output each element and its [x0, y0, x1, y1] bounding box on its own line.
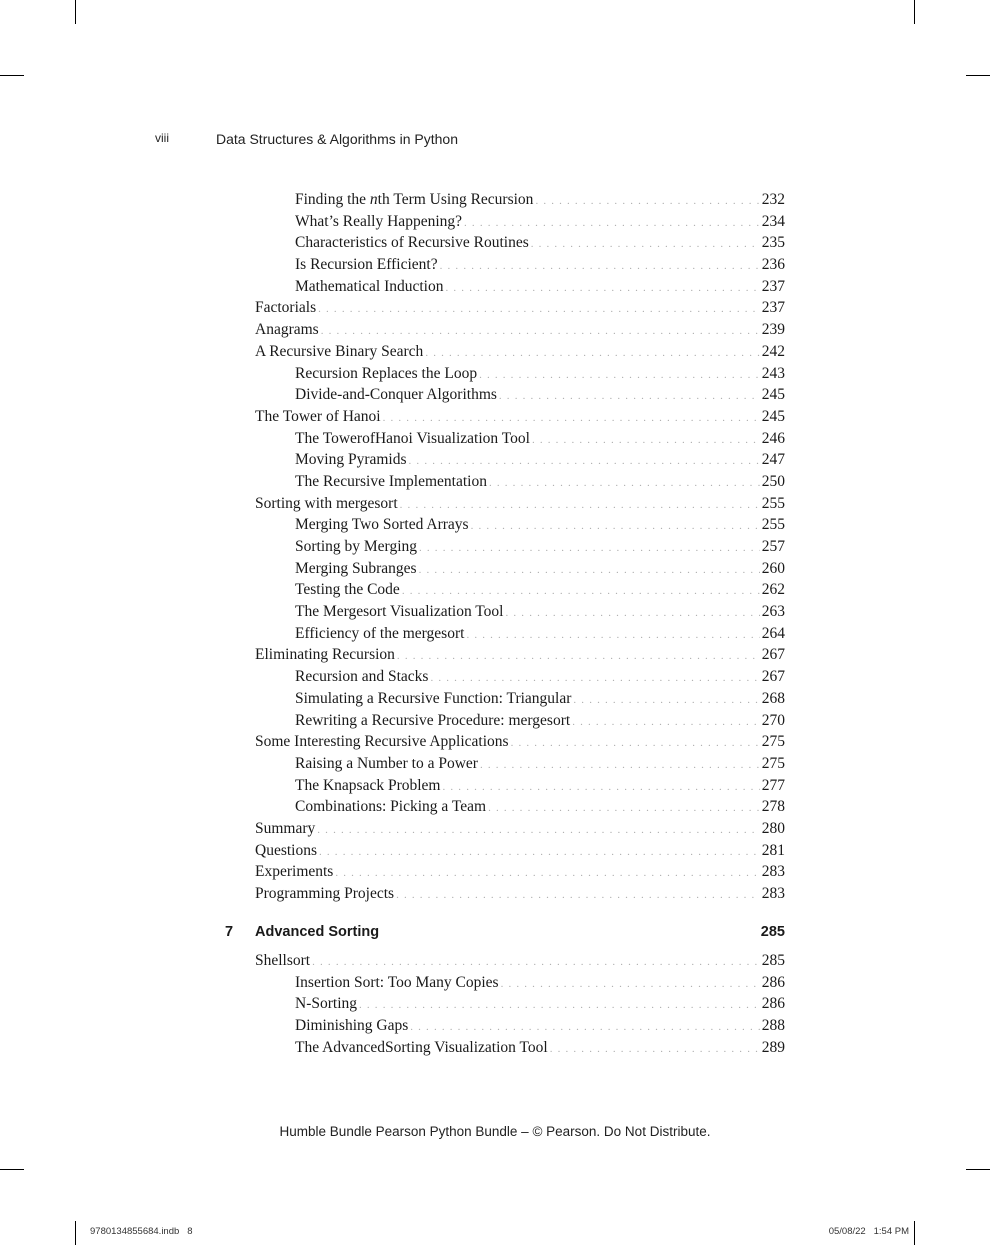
toc-entry-page: 234	[761, 212, 785, 230]
dot-leader	[419, 560, 760, 582]
toc-entry	[255, 710, 785, 732]
toc-entry-title: Merging Two Sorted Arrays	[295, 516, 469, 534]
toc-entry-title: A Recursive Binary Search	[255, 342, 424, 360]
toc-entry	[255, 753, 785, 775]
toc-entry	[255, 861, 785, 883]
toc-entry	[255, 449, 785, 471]
dot-leader	[488, 798, 760, 820]
toc-entry-title: N-Sorting	[295, 995, 357, 1013]
dot-leader	[443, 777, 760, 799]
page-folio: viii	[155, 131, 169, 145]
running-head	[155, 131, 795, 151]
dot-leader	[466, 625, 759, 647]
toc-entry-page: 275	[761, 733, 785, 751]
dot-leader	[430, 668, 759, 690]
toc-entry	[255, 428, 785, 450]
toc-entry-title: Shellsort	[255, 952, 311, 969]
toc-entry-page: 288	[761, 1017, 785, 1035]
toc-entry-title: The Mergesort Visualization Tool	[295, 603, 504, 621]
toc-entry-page: 278	[761, 798, 785, 816]
toc-entry-title: Merging Subranges	[295, 559, 417, 577]
toc-entry-page: 280	[761, 819, 785, 837]
toc-entry-title: Efficiency of the mergesort	[295, 624, 465, 642]
toc-entry-title: Anagrams	[255, 321, 319, 339]
toc-entry-title: Sorting by Merging	[295, 538, 417, 555]
dot-leader	[321, 321, 760, 343]
dot-leader	[400, 495, 760, 517]
dot-leader	[531, 234, 760, 256]
toc-entry	[255, 536, 785, 558]
toc-entry-title: Summary	[255, 819, 316, 837]
toc-entry-page: 237	[761, 277, 785, 295]
toc-entry	[255, 232, 785, 254]
toc-entry	[255, 731, 785, 753]
toc-entry-page: 277	[761, 776, 785, 794]
toc-entry-page: 255	[761, 494, 785, 512]
toc-entry-page: 281	[761, 841, 785, 859]
toc-entry	[255, 796, 785, 818]
toc-entry	[255, 276, 785, 298]
dot-leader	[499, 386, 760, 408]
crop-mark	[966, 1169, 990, 1170]
toc-entry-page: 236	[761, 256, 785, 274]
toc-entry-title: Finding the nth Term Using Recursion	[295, 191, 534, 208]
dot-leader	[425, 343, 759, 365]
toc-entry	[255, 211, 785, 233]
crop-mark	[0, 1169, 24, 1170]
toc-entry-title: The Recursive Implementation	[295, 472, 487, 490]
toc-entry	[255, 514, 785, 536]
toc-entry-title: Recursion Replaces the Loop	[295, 364, 478, 382]
dot-leader	[319, 842, 760, 864]
dot-leader	[471, 516, 760, 538]
toc-entry	[255, 406, 785, 428]
slug-date: 05/08/22 1:54 PM	[828, 1226, 909, 1237]
toc-entry	[255, 579, 785, 601]
dot-leader	[312, 952, 760, 974]
toc-entry	[255, 363, 785, 385]
toc-entry-page: 264	[761, 624, 785, 642]
toc-entry-title: Sorting with mergesort	[255, 494, 398, 512]
toc-entry-title: The TowerofHanoi Visualization Tool	[295, 429, 530, 447]
toc-entry	[255, 688, 785, 710]
toc-entry-page: 235	[761, 234, 785, 252]
toc-entry-title: Testing the Code	[295, 581, 400, 599]
toc-entry-title: Combinations: Picking a Team	[295, 798, 487, 816]
toc-entry	[255, 993, 785, 1015]
toc-entry	[255, 1037, 785, 1059]
toc-entry-page: 237	[761, 299, 785, 317]
toc-entry	[255, 558, 785, 580]
toc-entry	[255, 189, 785, 211]
toc-entry	[255, 972, 785, 994]
toc-entry	[255, 883, 785, 905]
dot-leader	[489, 473, 760, 495]
toc-entry-page: 289	[761, 1038, 785, 1056]
toc-entry	[255, 623, 785, 645]
toc-entry-title: The Tower of Hanoi	[255, 407, 381, 425]
dot-leader	[409, 451, 760, 473]
toc-entry-page: 260	[761, 559, 785, 577]
toc-entry-page: 267	[761, 646, 785, 664]
toc-entry	[255, 319, 785, 341]
dot-leader	[511, 733, 760, 755]
toc-entry	[255, 666, 785, 688]
toc-entry-page: 275	[761, 754, 785, 772]
dot-leader	[335, 863, 759, 885]
toc-entry-title: Simulating a Recursive Function: Triangular	[295, 689, 572, 707]
toc-entry-page: 267	[761, 668, 785, 686]
toc-entry-title: Divide-and-Conquer Algorithms	[295, 386, 497, 404]
toc-entry-page: 247	[761, 451, 785, 469]
dot-leader	[532, 430, 760, 452]
dot-leader	[318, 299, 760, 321]
dot-leader	[419, 538, 760, 560]
toc-entry-page: 232	[761, 191, 785, 208]
toc-entry-title: Recursion and Stacks	[295, 668, 429, 686]
toc-entry-page: 283	[761, 885, 785, 902]
toc-entry	[255, 775, 785, 797]
toc-entry-title: The Knapsack Problem	[295, 776, 441, 794]
toc-entry	[255, 1015, 785, 1037]
toc-entry-title: The AdvancedSorting Visualization Tool	[295, 1038, 548, 1056]
toc-entry-page: 239	[761, 321, 785, 339]
toc-entry-page: 286	[761, 995, 785, 1013]
toc-entry-title: Moving Pyramids	[295, 451, 407, 469]
crop-mark	[914, 1221, 915, 1245]
crop-mark	[914, 0, 915, 24]
dot-leader	[440, 256, 760, 278]
toc-entry	[255, 601, 785, 623]
toc-list-chapter-7	[255, 950, 785, 1058]
toc-entry-title: Is Recursion Efficient?	[295, 256, 438, 274]
dot-leader	[480, 755, 760, 777]
toc-entry-page: 283	[761, 863, 785, 881]
toc-entry-page: 270	[761, 711, 785, 729]
toc-entry	[255, 254, 785, 276]
toc-entry-title: Mathematical Induction	[295, 277, 444, 295]
slug-file: 9780134855684.indb 8	[90, 1226, 193, 1237]
toc-entry-page: 286	[761, 973, 785, 991]
dot-leader	[402, 581, 760, 603]
toc-entry-page: 255	[761, 516, 785, 534]
dot-leader	[383, 408, 760, 430]
toc-entry	[255, 384, 785, 406]
toc-entry	[255, 341, 785, 363]
toc-entry-page: 242	[761, 342, 785, 360]
chapter-heading	[225, 924, 785, 946]
toc-entry-title: Eliminating Recursion	[255, 646, 395, 664]
chapter-number: 7	[225, 924, 234, 940]
crop-mark	[75, 0, 76, 24]
dot-leader	[479, 365, 760, 387]
dot-leader	[359, 995, 760, 1017]
dot-leader	[397, 646, 760, 668]
crop-mark	[0, 75, 24, 76]
crop-mark	[75, 1221, 76, 1245]
distribution-notice: Humble Bundle Pearson Python Bundle – © Pearson. Do Not Distribute.	[279, 1124, 711, 1139]
dot-leader	[317, 820, 759, 842]
toc-entry-page: 263	[761, 603, 785, 621]
toc-entry	[255, 950, 785, 972]
dot-leader	[506, 603, 760, 625]
toc-entry-title: Some Interesting Recursive Applications	[255, 733, 509, 751]
crop-mark	[966, 75, 990, 76]
toc-entry	[255, 644, 785, 666]
toc-entry	[255, 840, 785, 862]
toc-entry-page: 250	[761, 472, 785, 490]
toc-entry-title: Experiments	[255, 863, 334, 881]
dot-leader	[464, 213, 760, 235]
chapter-page: 285	[760, 924, 785, 940]
dot-leader	[501, 974, 760, 996]
toc-entry-page: 246	[761, 429, 785, 447]
toc-entry-page: 268	[761, 689, 785, 707]
toc-entry	[255, 493, 785, 515]
dot-leader	[410, 1017, 760, 1039]
dot-leader	[446, 278, 760, 300]
toc-entry	[255, 297, 785, 319]
toc-entry-page: 262	[761, 581, 785, 599]
dot-leader	[572, 712, 760, 734]
toc-entry-page: 245	[761, 386, 785, 404]
toc-entry	[255, 471, 785, 493]
toc-entry-title: Questions	[255, 841, 317, 859]
dot-leader	[550, 1039, 760, 1061]
dot-leader	[396, 885, 760, 907]
toc-entry-title: What’s Really Happening?	[295, 212, 463, 230]
toc-entry-title: Diminishing Gaps	[295, 1017, 409, 1035]
toc-entry-page: 257	[761, 538, 785, 555]
chapter-title: Advanced Sorting	[255, 924, 380, 940]
toc-entry-title: Factorials	[255, 299, 317, 317]
dot-leader	[573, 690, 759, 712]
toc-entry-title: Characteristics of Recursive Routines	[295, 234, 529, 252]
toc-list	[255, 189, 785, 905]
toc-entry-page: 285	[761, 952, 785, 969]
toc-entry-title: Rewriting a Recursive Procedure: mergesort	[295, 711, 571, 729]
toc-entry-page: 245	[761, 407, 785, 425]
dot-leader	[535, 191, 759, 213]
toc-entry-page: 243	[761, 364, 785, 382]
toc-entry-title: Programming Projects	[255, 885, 395, 902]
toc-entry	[255, 818, 785, 840]
toc-entry-title: Insertion Sort: Too Many Copies	[295, 973, 499, 991]
toc-entry-title: Raising a Number to a Power	[295, 754, 478, 772]
book-title: Data Structures & Algorithms in Python	[216, 131, 458, 147]
